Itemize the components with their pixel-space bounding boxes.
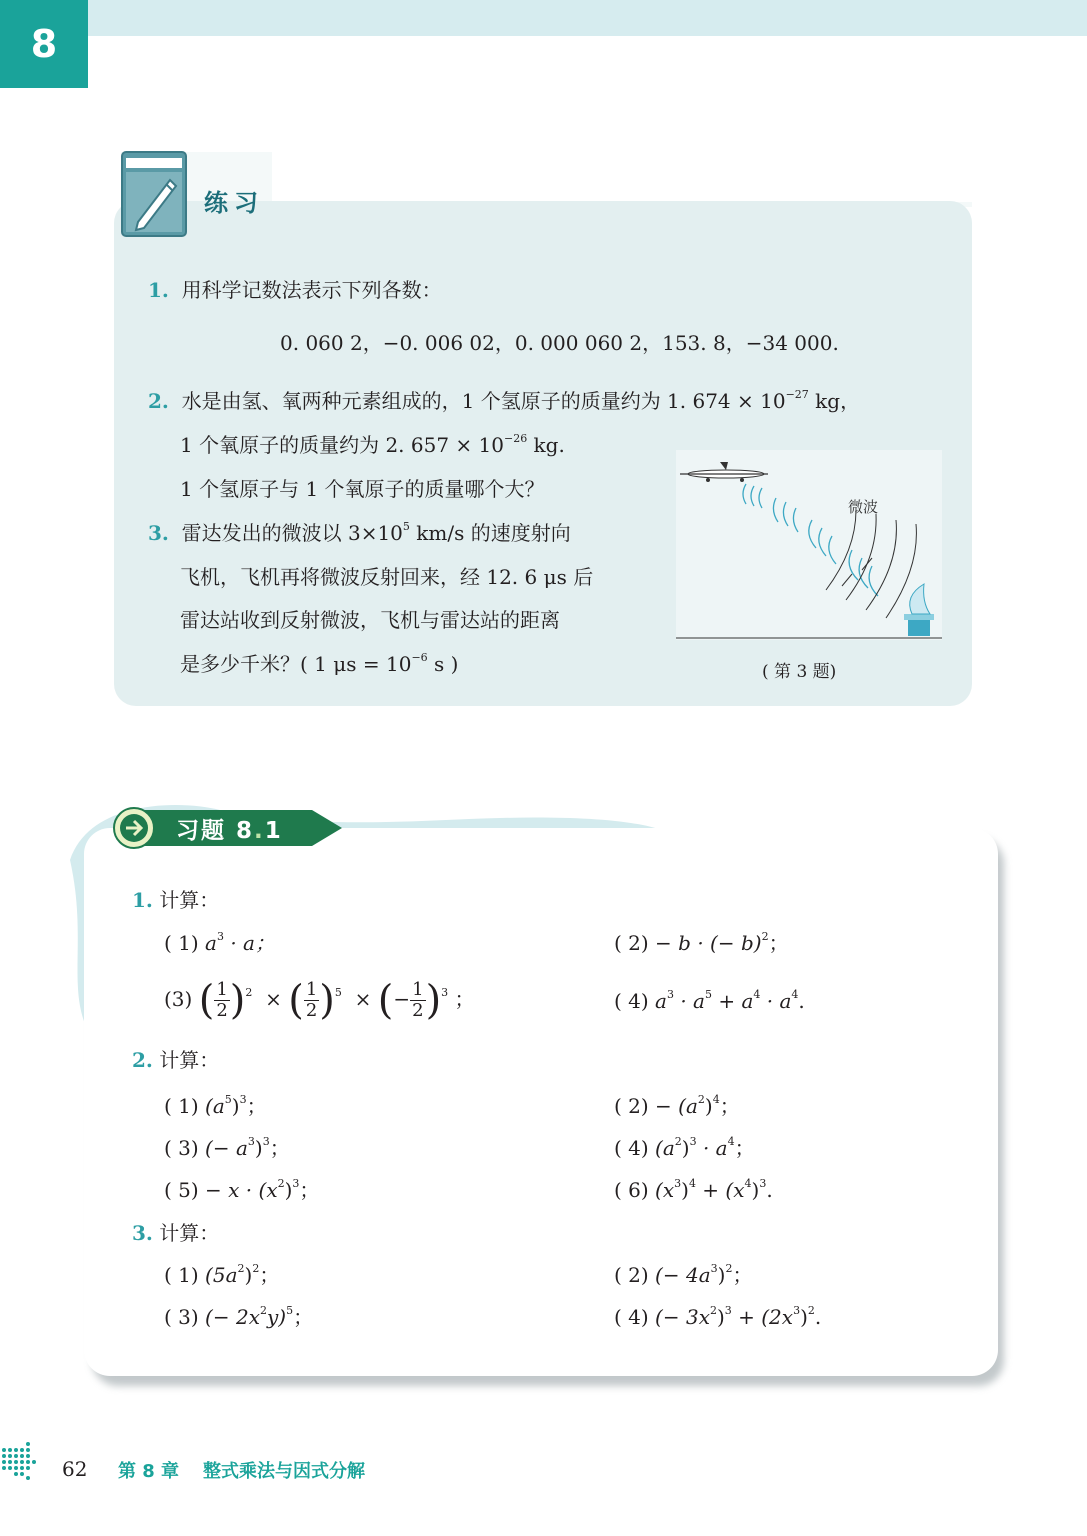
- q2-line1-exp: −27: [785, 388, 809, 401]
- practice-q3-line2: 飞机，飞机再将微波反射回来，经 12. 6 μs 后: [180, 565, 594, 589]
- ex-q3-number: 3: [132, 1221, 146, 1245]
- exercise-title-main: 习题 8: [176, 818, 255, 844]
- footer-chapter-title: 整式乘法与因式分解: [203, 1461, 365, 1482]
- expr: a: [205, 931, 217, 955]
- top-bar: [0, 0, 1087, 36]
- exp: 2: [725, 1262, 733, 1275]
- exp: 3: [689, 1135, 697, 1148]
- ex-q2-part5: [164, 1177, 319, 1203]
- expr: ；: [299, 1178, 320, 1202]
- expr: ): [231, 1094, 240, 1118]
- fraction: [410, 980, 425, 1021]
- exp: 2: [237, 1262, 245, 1275]
- expr: · a；: [223, 931, 275, 955]
- expr: ；: [734, 1136, 755, 1160]
- tag: ( 1): [164, 1263, 199, 1287]
- tag: ( 1): [164, 931, 199, 955]
- expr: (− 2x: [205, 1305, 260, 1329]
- exp: 4: [727, 1135, 735, 1148]
- expr: ): [681, 1136, 690, 1160]
- expr: + (2x: [731, 1305, 794, 1329]
- minus: −: [393, 987, 411, 1011]
- denominator: 2: [216, 1000, 228, 1021]
- practice-q2-line2: [180, 432, 565, 458]
- expr: · a: [673, 989, 705, 1013]
- ex-q1-part2: [614, 930, 789, 956]
- expr: ): [244, 1263, 253, 1287]
- times: ×: [265, 987, 282, 1011]
- ex-q2-heading: 2. 计算：: [132, 1048, 220, 1072]
- exp: 4: [688, 1177, 696, 1190]
- q2-line1-a: 水是由氢、氧两种元素组成的，1 个氢原子的质量约为 1. 674 × 10: [181, 389, 786, 413]
- expr: · a: [760, 989, 792, 1013]
- practice-title: 练习: [204, 189, 264, 217]
- footer-chapter: 第 8 章: [118, 1461, 180, 1482]
- exp: 4: [791, 988, 799, 1001]
- exp: 2: [709, 1304, 717, 1317]
- exp: 2: [674, 1135, 682, 1148]
- tag: ( 4): [614, 989, 649, 1013]
- exp: 3: [216, 930, 224, 943]
- exp: 4: [744, 1177, 752, 1190]
- page-number: 62: [62, 1457, 88, 1481]
- ex-q1-part1: [164, 930, 275, 956]
- exp: 5: [224, 1093, 232, 1106]
- expr: y): [266, 1305, 287, 1329]
- ex-q3-heading: 3. 计算：: [132, 1221, 220, 1245]
- q3-line1-exp: 5: [402, 520, 410, 533]
- ex-q1-part4: [614, 988, 805, 1014]
- practice-header-strip-white: [272, 152, 972, 202]
- q2-line2-a: 1 个氧原子的质量约为 2. 657 × 10: [180, 433, 504, 457]
- numerator: 1: [305, 979, 318, 1000]
- expr: ；: [732, 1263, 753, 1287]
- practice-q2-line1: 2. 水是由氢、氧两种元素组成的，1 个氢原子的质量约为 1. $674 \times 10^{-27}$ kg，: [148, 388, 861, 413]
- ex-q3-part2: [614, 1262, 752, 1288]
- practice-q3-line1: 3. 雷达发出的微波以 $3\times 10^5$ km/s 的速度射向: [148, 520, 571, 545]
- q1-text: 用科学记数法表示下列各数：: [181, 278, 442, 302]
- exp: 2: [277, 1177, 285, 1190]
- expr: (a: [205, 1094, 225, 1118]
- exp: 3: [292, 1177, 300, 1190]
- exercise-title-dot: .: [254, 818, 265, 844]
- numerator: 1: [216, 979, 228, 1000]
- q3-line1-a: 雷达发出的微波以 3×10: [181, 521, 403, 545]
- expr: ；: [293, 1305, 314, 1329]
- expr: (− 4a: [655, 1263, 711, 1287]
- expr: ): [751, 1178, 760, 1202]
- tag: ( 5): [164, 1178, 199, 1202]
- tag: ( 2): [614, 1263, 649, 1287]
- exp: 5: [334, 986, 342, 999]
- ex-q2-label: 计算：: [159, 1048, 220, 1072]
- practice-q3-line4: [180, 651, 458, 677]
- q3-line4-a: 是多少千米？( 1 μs = 10: [180, 652, 412, 676]
- exp: 2: [697, 1093, 705, 1106]
- fraction: [214, 980, 229, 1021]
- expr: (a: [655, 1136, 675, 1160]
- exercise-title: [176, 812, 283, 845]
- radar-figure: [676, 450, 942, 642]
- times: ×: [354, 987, 372, 1011]
- expr: ): [254, 1136, 263, 1160]
- tag: ( 6): [614, 1178, 649, 1202]
- expr: a: [655, 989, 667, 1013]
- expr: ): [704, 1094, 713, 1118]
- exp: 2: [259, 1304, 267, 1317]
- q2-line2-exp: −26: [503, 432, 528, 445]
- tag: ( 3): [164, 1305, 199, 1329]
- ex-q3-part3: [164, 1304, 313, 1330]
- expr: − x · (x: [205, 1178, 278, 1202]
- figure-caption: ( 第 3 题): [762, 662, 837, 682]
- q2-line2-b: kg.: [527, 433, 565, 457]
- exp: 3: [666, 988, 674, 1001]
- exp: 5: [704, 988, 712, 1001]
- ex-q1-label: 计算：: [159, 888, 220, 912]
- expr: .: [814, 1305, 822, 1329]
- expr: − b · (− b): [655, 931, 762, 955]
- expr: (− 3x: [655, 1305, 710, 1329]
- expr: − (a: [655, 1094, 698, 1118]
- ex-q1-part3: (3) ( $\frac{1}{2}$ )$^2$ × ( $\frac{1}{2}$ )$^5$ × (− $\frac{1}{2}$ )$^3$ ；: [164, 977, 475, 1024]
- exp: 2: [252, 1262, 260, 1275]
- expr: (5a: [205, 1263, 238, 1287]
- chapter-number: 8: [30, 22, 58, 66]
- expr: + a: [711, 989, 754, 1013]
- exp: 3: [710, 1262, 718, 1275]
- numerator: 1: [412, 979, 424, 1000]
- ex-q2-part4: [614, 1135, 755, 1161]
- exp: 2: [245, 986, 253, 999]
- expr: · a: [696, 1136, 728, 1160]
- exp: 3: [793, 1304, 801, 1317]
- ex-q3-part4: [614, 1304, 821, 1330]
- tag: (3): [164, 987, 193, 1011]
- chapter-tab: [0, 0, 88, 88]
- expr: ): [284, 1178, 293, 1202]
- q3-line4-b: s ): [427, 652, 459, 676]
- exp: 3: [759, 1177, 767, 1190]
- tag: ( 4): [614, 1136, 649, 1160]
- exercise-title-num: 1: [264, 818, 283, 844]
- exp: 5: [286, 1304, 294, 1317]
- ex-q3-label: 计算：: [159, 1221, 220, 1245]
- expr: + (x: [695, 1178, 745, 1202]
- practice-q1: 1. 用科学记数法表示下列各数：: [148, 278, 442, 302]
- ex-q1-heading: 1. 计算：: [132, 888, 220, 912]
- expr: ；: [259, 1263, 280, 1287]
- expr: .: [766, 1178, 773, 1202]
- expr: ): [800, 1305, 808, 1329]
- practice-q2-line3: 1 个氢原子与 1 个氧原子的质量哪个大？: [180, 477, 545, 501]
- expr: .: [798, 989, 805, 1013]
- q3-line4-exp: −6: [411, 651, 428, 664]
- denominator: 2: [412, 1000, 424, 1021]
- q2-line1-b: kg，: [808, 389, 861, 413]
- ex-q2-part1: [164, 1093, 267, 1119]
- exp: 4: [753, 988, 761, 1001]
- practice-q3-line3: 雷达站收到反射微波，飞机与雷达站的距离: [180, 608, 560, 632]
- fraction: [304, 980, 319, 1021]
- exp: 3: [441, 986, 449, 999]
- expr: ): [717, 1263, 726, 1287]
- exp: 2: [807, 1304, 815, 1317]
- denominator: 2: [305, 1000, 318, 1021]
- expr: ；: [269, 1136, 290, 1160]
- q3-line1-b: km/s 的速度射向: [409, 521, 571, 545]
- end: ；: [454, 987, 475, 1011]
- exp: 3: [724, 1304, 732, 1317]
- expr: ): [681, 1178, 689, 1202]
- expr: ；: [719, 1094, 740, 1118]
- practice-q1-values: 0. 060 2，−0. 006 02，0. 000 060 2，153. 8，−34 000.: [280, 331, 839, 355]
- tag: ( 1): [164, 1094, 199, 1118]
- exp: 3: [239, 1093, 247, 1106]
- ex-q2-number: 2: [132, 1048, 146, 1072]
- expr: ；: [768, 931, 789, 955]
- microwave-label: 微波: [848, 498, 879, 516]
- ex-q3-part1: [164, 1262, 279, 1288]
- ex-q2-part2: [614, 1093, 740, 1119]
- ex-q1-number: 1: [132, 888, 146, 912]
- q3-number: 3: [148, 521, 162, 545]
- ex-q2-part3: [164, 1135, 290, 1161]
- expr: (− a: [205, 1136, 248, 1160]
- ex-q2-part6: [614, 1177, 773, 1203]
- exp: 3: [674, 1177, 682, 1190]
- tag: ( 3): [164, 1136, 199, 1160]
- footer-dots-icon: [0, 1440, 60, 1480]
- expr: (x: [655, 1178, 675, 1202]
- expr: ): [716, 1305, 725, 1329]
- pencil-book-icon: [120, 150, 190, 238]
- q1-number: 1: [148, 278, 162, 302]
- q2-number: 2: [148, 389, 162, 413]
- exp: 3: [262, 1135, 270, 1148]
- expr: ；: [246, 1094, 267, 1118]
- tag: ( 2): [614, 931, 649, 955]
- tag: ( 4): [614, 1305, 649, 1329]
- exp: 3: [247, 1135, 255, 1148]
- tag: ( 2): [614, 1094, 649, 1118]
- exp: 2: [761, 930, 769, 943]
- exp: 4: [712, 1093, 720, 1106]
